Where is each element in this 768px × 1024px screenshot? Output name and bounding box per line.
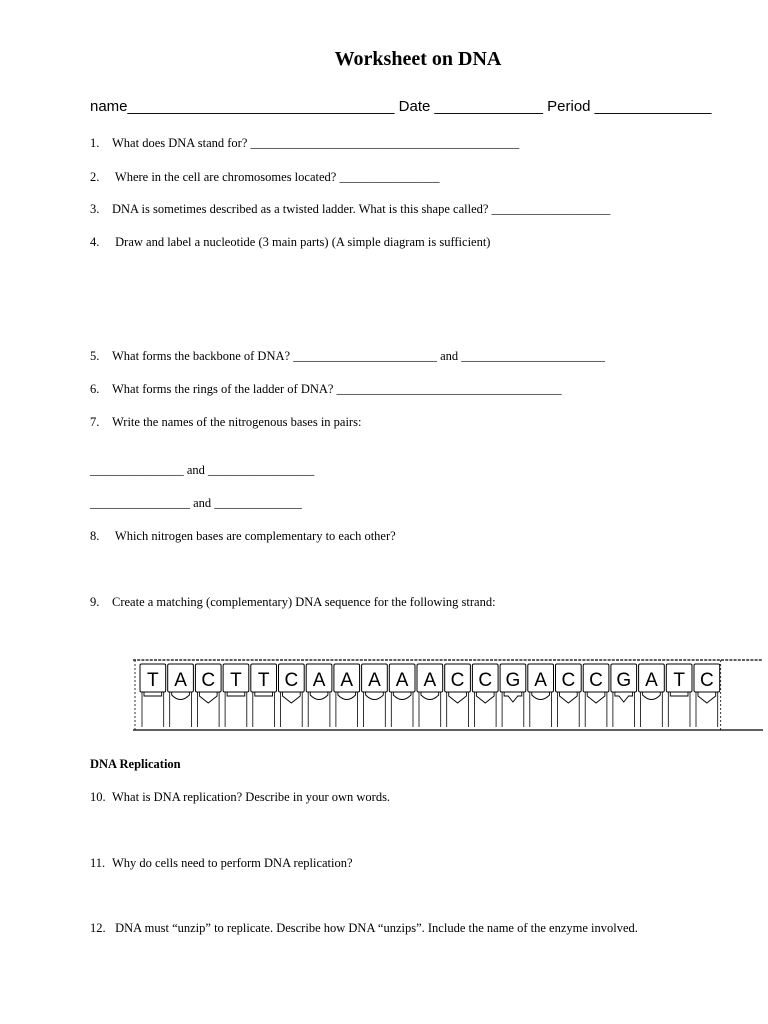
base-connector-G: [283, 692, 301, 703]
base-letter: A: [174, 670, 187, 691]
base-letter: C: [201, 670, 216, 691]
base-connector-A: [670, 692, 688, 696]
question-text: DNA is sometimes described as a twisted ladder. What is this shape called? ___________________: [112, 202, 611, 216]
question-4: [90, 235, 490, 250]
name-blank[interactable]: ________________________________: [127, 98, 395, 115]
period-blank[interactable]: ______________: [594, 98, 712, 115]
question-9: [90, 595, 496, 610]
question-number: 11.: [90, 856, 106, 870]
base-letter: G: [505, 670, 521, 691]
base-letter: C: [284, 670, 299, 691]
question-5: [90, 349, 605, 364]
question-3: [90, 202, 610, 217]
question-text: Where in the cell are chromosomes located? ________________: [112, 170, 440, 184]
base-letter: A: [395, 670, 409, 691]
question-text: What does DNA stand for? ___________________________________________: [112, 136, 520, 150]
question-number: 10.: [90, 790, 106, 804]
base-letter: G: [616, 670, 632, 691]
base-letter: T: [257, 670, 270, 691]
question-6: [90, 382, 562, 397]
base-letter: C: [561, 670, 576, 691]
question-number: 12.: [90, 921, 106, 935]
question-number: 5.: [90, 349, 100, 363]
question-12: [90, 921, 638, 936]
base-letter: C: [450, 670, 465, 691]
question-number: 4.: [90, 235, 100, 249]
base-connector-G: [698, 692, 716, 703]
question-text: What is DNA replication? Describe in your own words.: [112, 790, 391, 804]
base-connector-T: [532, 692, 550, 700]
base-letter: A: [368, 670, 381, 691]
base-connector-T: [366, 692, 384, 700]
base-pair-line[interactable]: _______________ and _________________: [90, 463, 315, 477]
base-letter: C: [478, 670, 493, 691]
question-2: [90, 170, 439, 185]
base-connector-A: [255, 692, 273, 696]
question-number: 1.: [90, 136, 100, 150]
dna-strand-diagram: [133, 657, 763, 735]
page-title: Worksheet on DNA: [334, 48, 502, 70]
base-letter: T: [230, 670, 242, 691]
base-letter: A: [534, 670, 547, 691]
date-blank[interactable]: _____________: [434, 98, 543, 115]
base-connector-G: [449, 692, 467, 703]
base-connector-T: [172, 692, 190, 700]
question-text: What forms the rings of the ladder of DNA? ____________________________________: [112, 382, 562, 396]
base-connector-G: [560, 692, 578, 703]
base-pair-line[interactable]: ________________ and ______________: [90, 496, 302, 510]
question-number: 7.: [90, 415, 100, 429]
question-number: 9.: [90, 595, 100, 609]
base-letter: T: [147, 670, 159, 691]
question-8: [90, 529, 396, 544]
question-text: Draw and label a nucleotide (3 main parts) (A simple diagram is sufficient): [112, 235, 491, 249]
section-heading: DNA Replication: [90, 757, 181, 771]
base-connector-T: [421, 692, 439, 700]
question-1: [90, 136, 519, 151]
base-connector-C: [504, 692, 522, 702]
base-connector-G: [587, 692, 605, 703]
base-connector-T: [643, 692, 661, 700]
base-connector-T: [310, 692, 328, 700]
base-connector-C: [615, 692, 633, 702]
question-text: DNA must “unzip” to replicate. Describe how DNA “unzips”. Include the name of the enzyme involved.: [112, 921, 638, 935]
question-number: 8.: [90, 529, 100, 543]
base-connector-A: [144, 692, 162, 696]
base-connector-G: [476, 692, 494, 703]
base-letter: T: [673, 670, 685, 691]
base-letter: A: [423, 670, 437, 691]
base-letter: C: [699, 670, 714, 691]
base-connector-T: [338, 692, 356, 700]
question-10: [90, 790, 390, 805]
period-label: Period: [547, 98, 591, 115]
question-11: [90, 856, 353, 871]
base-letter: C: [589, 670, 603, 691]
question-7: [90, 415, 361, 430]
question-text: Which nitrogen bases are complementary to each other?: [112, 529, 396, 543]
question-number: 6.: [90, 382, 100, 396]
base-connector-A: [227, 692, 245, 696]
base-connector-T: [393, 692, 411, 700]
base-letter: A: [312, 670, 326, 691]
question-text: Create a matching (complementary) DNA sequence for the following strand:: [112, 595, 496, 609]
student-info-line: [90, 98, 711, 115]
question-text: Why do cells need to perform DNA replication?: [112, 856, 353, 870]
question-text: Write the names of the nitrogenous bases in pairs:: [112, 415, 362, 429]
question-text: What forms the backbone of DNA? _______________________ and _______________________: [112, 349, 605, 363]
base-connector-G: [199, 692, 217, 703]
base-letter: A: [645, 670, 658, 691]
date-label: Date: [398, 98, 431, 115]
name-label: name: [90, 98, 128, 115]
base-letter: A: [340, 670, 354, 691]
question-number: 3.: [90, 202, 100, 216]
question-number: 2.: [90, 170, 100, 184]
